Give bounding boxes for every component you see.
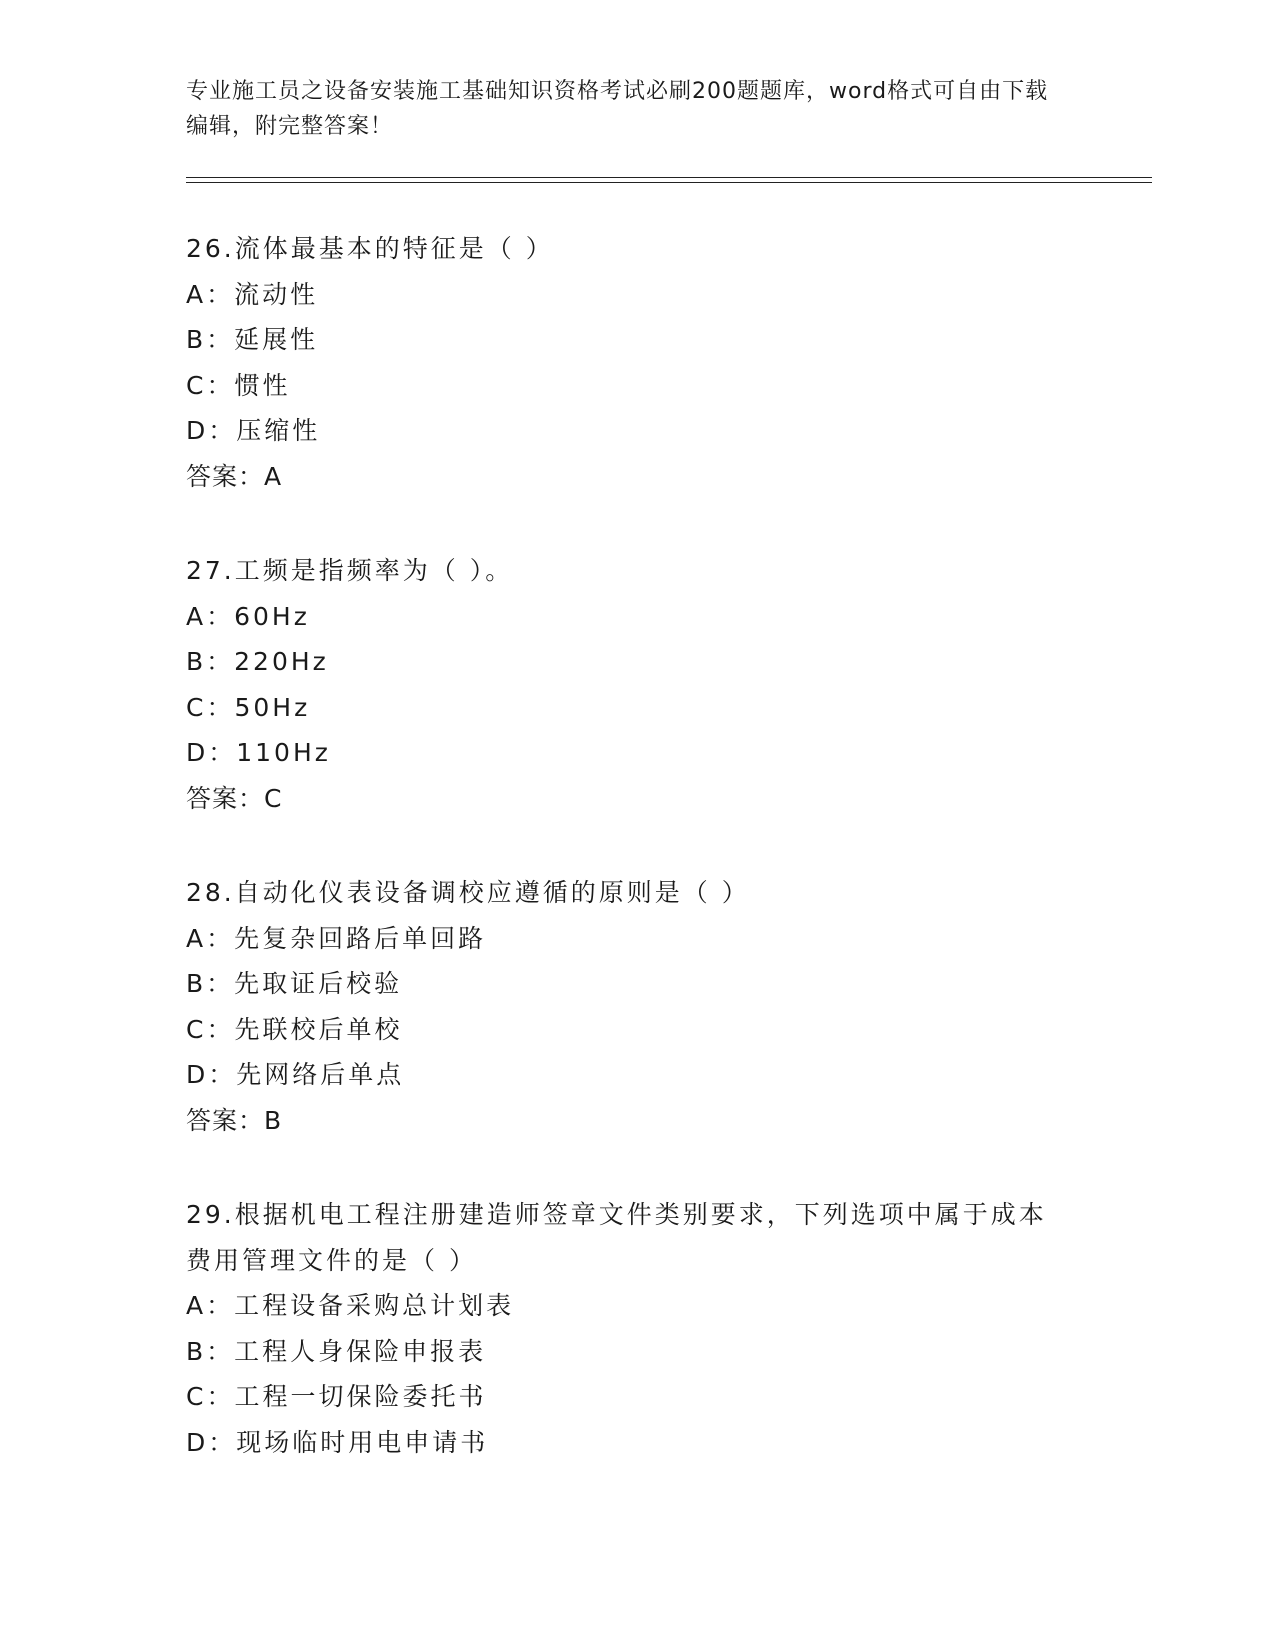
option-c: C：50Hz [186,692,311,722]
option-b: B：先取证后校验 [186,969,403,998]
option-a: A：先复杂回路后单回路 [186,923,487,953]
option-a: A：工程设备采购总计划表 [186,1291,515,1320]
option-d: D：110Hz [186,738,331,767]
answer-line: 答案：B [186,1105,283,1135]
option-a: A：流动性 [186,279,319,309]
option-a: A：60Hz [186,601,310,631]
question-block [186,1192,1086,1465]
answer-line: 答案：C [186,783,283,813]
option-d: D：先网络后单点 [186,1060,405,1089]
question-block [186,870,1086,1143]
option-d: D：现场临时用电申请书 [186,1427,489,1457]
option-d: D：压缩性 [186,416,321,445]
option-b: B：工程人身保险申报表 [186,1336,487,1366]
header-divider-top [186,177,1152,178]
option-c: C：惯性 [186,370,291,400]
option-c: C：先联校后单校 [186,1014,403,1044]
option-c: C：工程一切保险委托书 [186,1382,487,1411]
option-b: B：220Hz [186,647,329,676]
answer-line: 答案：A [186,461,283,491]
question-title: 29.根据机电工程注册建造师签章文件类别要求，下列选项中属于成本费用管理文件的是（ ） [186,1200,1047,1275]
question-title: 27.工频是指频率为（ ）。 [186,556,514,585]
question-title: 28.自动化仪表设备调校应遵循的原则是（ ） [186,878,750,907]
question-block [186,548,1086,821]
option-b: B：延展性 [186,325,319,354]
question-block [186,226,1086,499]
question-title: 26.流体最基本的特征是（ ） [186,234,554,263]
document-header: 专业施工员之设备安装施工基础知识资格考试必刷200题题库，word格式可自由下载编辑，附完整答案！ [186,79,1049,139]
header-divider-bottom [186,182,1152,183]
